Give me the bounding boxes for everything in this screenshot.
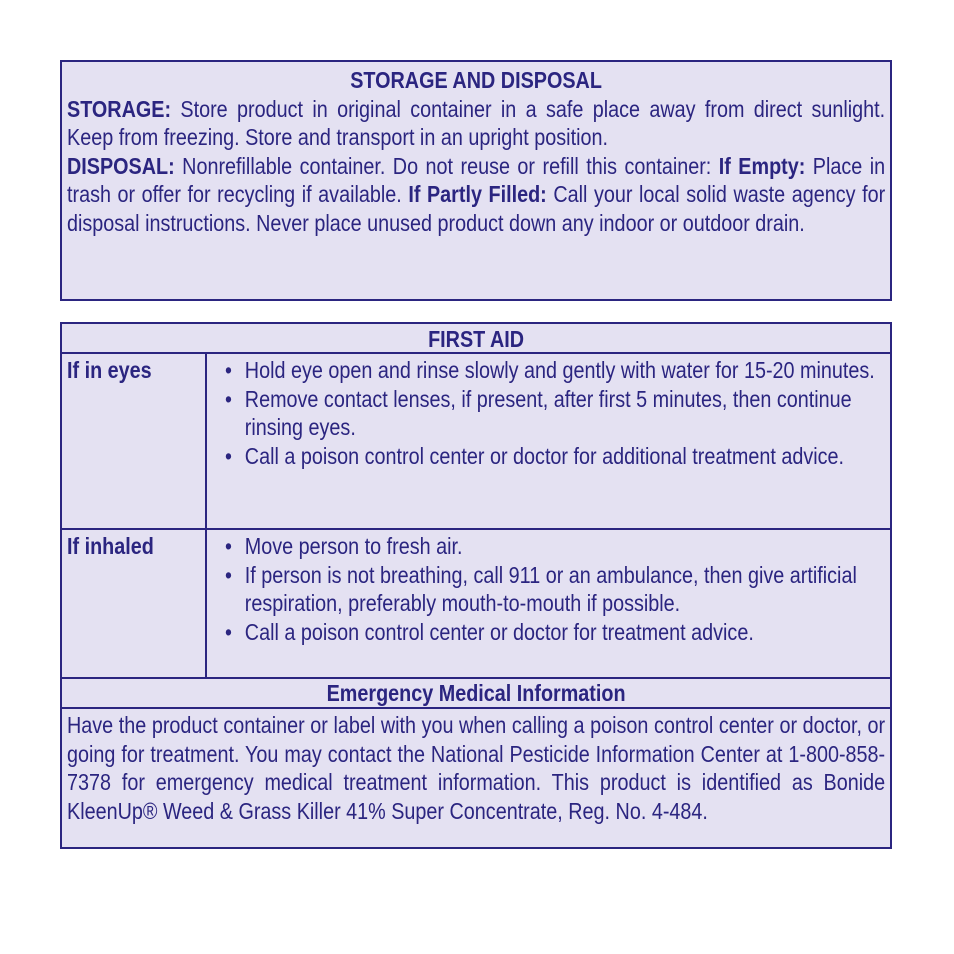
storage-disposal-panel (60, 60, 892, 301)
row-label-cell (62, 530, 207, 677)
instruction-item: • If person is not breathing, call 911 or an ambulance, then give artificial respiration, preferably mouth-to-mouth if possible. (225, 561, 884, 618)
storage-paragraph (67, 95, 885, 152)
emergency-text: Have the product container or label with you when calling a poison control center or doctor, or going for treatment. You may contact the National Pesticide Information Center at 1-800-858-7378 for emergency medical treatment information. This product is identified as Bonide KleenUp® Weed & Grass Killer 41% Super Concentrate, Reg. No. 4-484. (67, 712, 886, 824)
instruction-item: • Move person to fresh air. (225, 532, 884, 561)
storage-disposal-title: STORAGE AND DISPOSAL (350, 67, 602, 93)
disposal-label: DISPOSAL: (67, 152, 175, 179)
row-instructions-cell (207, 530, 890, 677)
row-instructions-cell (207, 354, 890, 528)
first-aid-panel (60, 322, 892, 849)
instruction-item: • Call a poison control center or doctor for treatment advice. (225, 618, 884, 647)
first-aid-row-eyes (62, 354, 890, 530)
if-partly-label: If Partly Filled: (408, 181, 547, 207)
row-label: If inhaled (67, 533, 154, 559)
instruction-item: • Hold eye open and rinse slowly and gently with water for 15-20 minutes. (225, 356, 884, 385)
storage-label: STORAGE: (67, 95, 172, 122)
instruction-list (225, 356, 884, 470)
emergency-header (62, 679, 890, 709)
if-empty-label: If Empty: (718, 152, 806, 179)
first-aid-row-inhaled (62, 530, 890, 679)
row-label: If in eyes (67, 357, 152, 383)
instruction-list (225, 532, 884, 646)
instruction-item: • Remove contact lenses, if present, after first 5 minutes, then continue rinsing eyes. (225, 385, 884, 442)
first-aid-header (62, 324, 890, 354)
if-partly-text: Call your local solid waste agency for disposal instructions. Never place unused product down any indoor or outdoor drain. (67, 181, 886, 236)
emergency-body (62, 709, 890, 825)
if-empty-text: Place in trash or offer for recycling if available. (67, 152, 886, 207)
first-aid-title: FIRST AID (428, 326, 525, 352)
instruction-item: • Call a poison control center or doctor for additional treatment advice. (225, 442, 884, 471)
row-label-cell (62, 354, 207, 528)
storage-text: Store product in original container in a safe place away from direct sunlight. Keep from freezing. Store and transport in an upright position. (67, 95, 886, 150)
disposal-paragraph (67, 152, 885, 238)
disposal-text: Nonrefillable container. Do not reuse or refill this container: (182, 152, 712, 179)
emergency-title: Emergency Medical Information (326, 680, 626, 706)
